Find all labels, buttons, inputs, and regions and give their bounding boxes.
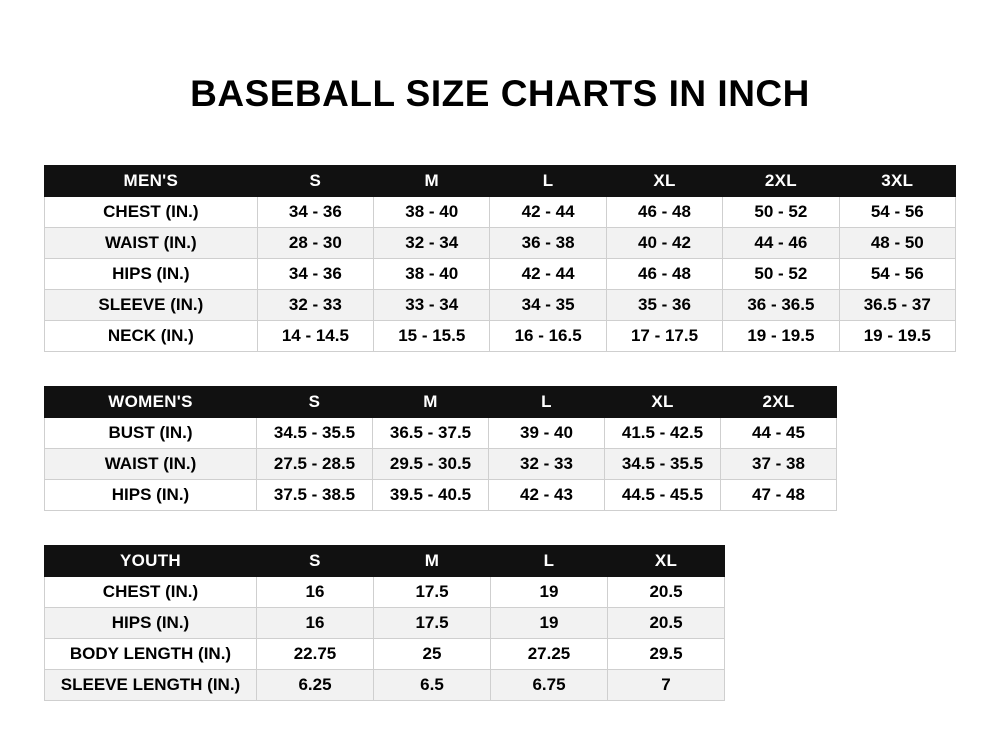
column-header-s: S	[257, 166, 373, 197]
youth-size-table	[44, 545, 725, 701]
row-label: SLEEVE LENGTH (IN.)	[45, 670, 257, 701]
table-cell: 54 - 56	[839, 197, 955, 228]
table-cell: 28 - 30	[257, 228, 373, 259]
column-header-category: MEN'S	[45, 166, 258, 197]
table-cell: 42 - 43	[489, 480, 605, 511]
table-cell: 33 - 34	[374, 290, 490, 321]
table-cell: 39.5 - 40.5	[373, 480, 489, 511]
column-header-l: L	[491, 546, 608, 577]
table-cell: 44 - 45	[721, 418, 837, 449]
table-cell: 29.5 - 30.5	[373, 449, 489, 480]
table-cell: 22.75	[257, 639, 374, 670]
row-label: SLEEVE (IN.)	[45, 290, 258, 321]
table-cell: 50 - 52	[723, 197, 839, 228]
table-cell: 40 - 42	[606, 228, 722, 259]
column-header-m: M	[373, 387, 489, 418]
table-cell: 36 - 36.5	[723, 290, 839, 321]
table-cell: 38 - 40	[374, 259, 490, 290]
table-cell: 34 - 36	[257, 197, 373, 228]
table-row	[45, 577, 725, 608]
table-cell: 19	[491, 608, 608, 639]
table-row	[45, 290, 956, 321]
column-header-xl: XL	[608, 546, 725, 577]
table-cell: 17.5	[374, 577, 491, 608]
table-cell: 46 - 48	[606, 259, 722, 290]
womens-table-body	[45, 418, 837, 511]
table-cell: 16 - 16.5	[490, 321, 606, 352]
table-row	[45, 480, 837, 511]
mens-table-body	[45, 197, 956, 352]
table-cell: 6.75	[491, 670, 608, 701]
row-label: WAIST (IN.)	[45, 449, 257, 480]
table-cell: 39 - 40	[489, 418, 605, 449]
table-cell: 6.25	[257, 670, 374, 701]
table-row	[45, 449, 837, 480]
table-cell: 27.25	[491, 639, 608, 670]
row-label: HIPS (IN.)	[45, 259, 258, 290]
table-cell: 47 - 48	[721, 480, 837, 511]
row-label: CHEST (IN.)	[45, 197, 258, 228]
row-label: WAIST (IN.)	[45, 228, 258, 259]
table-cell: 32 - 33	[489, 449, 605, 480]
womens-table-header	[45, 387, 837, 418]
column-header-l: L	[490, 166, 606, 197]
table-row	[45, 321, 956, 352]
column-header-category: WOMEN'S	[45, 387, 257, 418]
table-cell: 20.5	[608, 577, 725, 608]
table-cell: 16	[257, 608, 374, 639]
table-cell: 42 - 44	[490, 197, 606, 228]
table-row	[45, 228, 956, 259]
table-cell: 25	[374, 639, 491, 670]
table-cell: 36.5 - 37.5	[373, 418, 489, 449]
table-cell: 44.5 - 45.5	[605, 480, 721, 511]
table-cell: 34 - 35	[490, 290, 606, 321]
column-header-xl: XL	[606, 166, 722, 197]
column-header-l: L	[489, 387, 605, 418]
table-cell: 19	[491, 577, 608, 608]
table-cell: 16	[257, 577, 374, 608]
table-cell: 19 - 19.5	[839, 321, 955, 352]
table-cell: 34.5 - 35.5	[605, 449, 721, 480]
table-cell: 29.5	[608, 639, 725, 670]
table-cell: 36.5 - 37	[839, 290, 955, 321]
table-cell: 17.5	[374, 608, 491, 639]
table-cell: 48 - 50	[839, 228, 955, 259]
mens-size-table	[44, 165, 956, 352]
row-label: BODY LENGTH (IN.)	[45, 639, 257, 670]
column-header-3xl: 3XL	[839, 166, 955, 197]
table-cell: 41.5 - 42.5	[605, 418, 721, 449]
table-cell: 36 - 38	[490, 228, 606, 259]
table-cell: 19 - 19.5	[723, 321, 839, 352]
table-header-row	[45, 546, 725, 577]
table-cell: 34.5 - 35.5	[257, 418, 373, 449]
page-title: BASEBALL SIZE CHARTS IN INCH	[190, 73, 810, 114]
table-cell: 50 - 52	[723, 259, 839, 290]
row-label: BUST (IN.)	[45, 418, 257, 449]
table-cell: 37.5 - 38.5	[257, 480, 373, 511]
table-cell: 27.5 - 28.5	[257, 449, 373, 480]
table-cell: 32 - 33	[257, 290, 373, 321]
row-label: CHEST (IN.)	[45, 577, 257, 608]
table-cell: 38 - 40	[374, 197, 490, 228]
table-row	[45, 608, 725, 639]
table-cell: 14 - 14.5	[257, 321, 373, 352]
table-cell: 20.5	[608, 608, 725, 639]
table-cell: 35 - 36	[606, 290, 722, 321]
table-row	[45, 418, 837, 449]
table-row	[45, 639, 725, 670]
column-header-2xl: 2XL	[721, 387, 837, 418]
youth-table-body	[45, 577, 725, 701]
table-header-row	[45, 387, 837, 418]
youth-table-header	[45, 546, 725, 577]
table-cell: 42 - 44	[490, 259, 606, 290]
column-header-m: M	[374, 166, 490, 197]
column-header-xl: XL	[605, 387, 721, 418]
table-cell: 6.5	[374, 670, 491, 701]
column-header-2xl: 2XL	[723, 166, 839, 197]
table-row	[45, 259, 956, 290]
mens-table-header	[45, 166, 956, 197]
table-cell: 34 - 36	[257, 259, 373, 290]
table-cell: 17 - 17.5	[606, 321, 722, 352]
table-row	[45, 197, 956, 228]
column-header-category: YOUTH	[45, 546, 257, 577]
table-header-row	[45, 166, 956, 197]
table-cell: 54 - 56	[839, 259, 955, 290]
table-cell: 15 - 15.5	[374, 321, 490, 352]
row-label: NECK (IN.)	[45, 321, 258, 352]
table-cell: 37 - 38	[721, 449, 837, 480]
tables-container	[0, 165, 1000, 701]
table-row	[45, 670, 725, 701]
column-header-m: M	[374, 546, 491, 577]
row-label: HIPS (IN.)	[45, 608, 257, 639]
column-header-s: S	[257, 387, 373, 418]
table-cell: 7	[608, 670, 725, 701]
table-cell: 46 - 48	[606, 197, 722, 228]
column-header-s: S	[257, 546, 374, 577]
womens-size-table	[44, 386, 837, 511]
table-cell: 32 - 34	[374, 228, 490, 259]
table-cell: 44 - 46	[723, 228, 839, 259]
row-label: HIPS (IN.)	[45, 480, 257, 511]
